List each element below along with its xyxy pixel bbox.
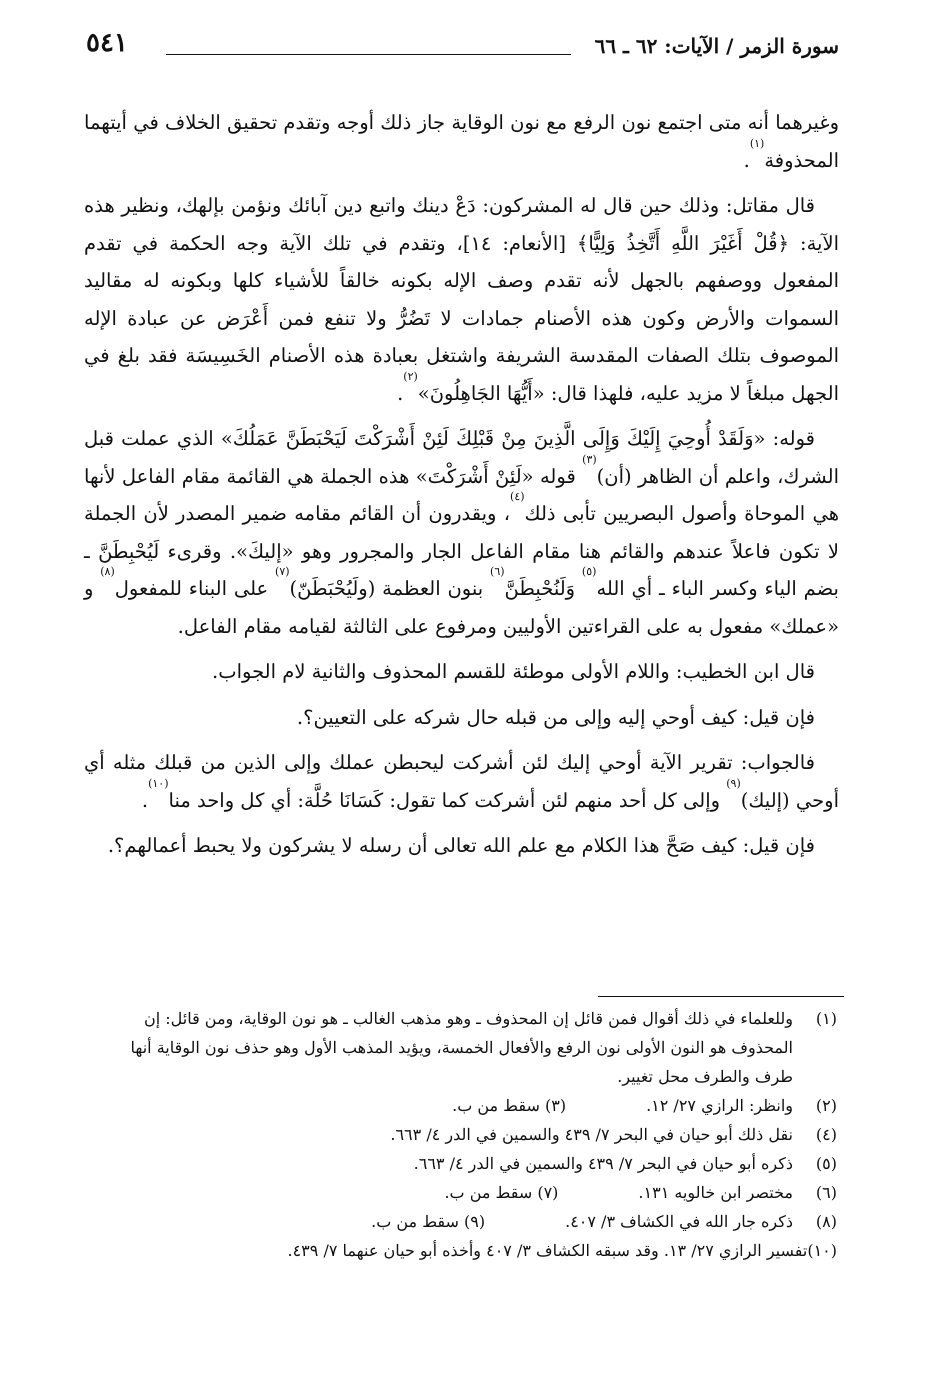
footnote-number: (٥) (815, 1154, 837, 1173)
paragraph-text: فالجواب: تقرير الآية أوحي إليك لئن أشركت ليحبطن عملك وإلى الذين من قبلك مثله أي أوحي (إليك) (84, 751, 839, 812)
paragraph-text: . (743, 148, 750, 172)
footnote-ref: (١٠) (148, 776, 169, 790)
footnote-number: (٣) (544, 1096, 567, 1115)
footnote (120, 1178, 837, 1207)
footnote-ref: (٣) (582, 452, 597, 466)
footnote (120, 1120, 837, 1149)
paragraph-text: ، ويقدرون أن القائم مقامه ضمير المصدر لأن الجملة لا تكون فاعلاً عندهم والقائم هنا مقام الفاعل الجار والمجرور وهو «إليكَ». وقرىء لَيُحْبِطَنَّ ـ بضم الياء وكسر الباء ـ أي الله (84, 502, 839, 600)
footnote-ref: (٦) (490, 565, 505, 578)
paragraph-text: . (141, 788, 149, 812)
footnote-text: تفسير الرازي ٢٧/ ١٣. وقد سبقه الكشاف ٣/ ٤٠٧ وأخذه أبو حيان عنهما ٧/ ٤٣٩. (287, 1241, 808, 1260)
paragraph-text: بنون العظمة (ولَيُحْبَطَنّ) (289, 577, 491, 600)
paragraph (84, 420, 839, 645)
footnote-number: (٦) (815, 1183, 837, 1202)
footnote-text: سقط من ب. (444, 1183, 533, 1202)
footnote-text: سقط من ب. (452, 1096, 540, 1115)
paragraph (84, 104, 839, 179)
paragraph-text: قال مقاتل: وذلك حين قال له المشركون: دَعْ دينك واتبع دين آبائك ونؤمن بإلهك، ونظير هذه الآية: ﴿قُلْ أَغَيْرَ اللَّهِ أَتَّخِذُ وَلِيًّا﴾ [الأنعام: ١٤]، وتقدم في تلك الآية وجه الحكمة في تقدم المفعول ووصفهم بالجهل لأنه تقدم وصف الإله بكونه خالقاً للأشياء كلها وبكونه له مقاليد السموات والأرض وكون هذه الأصنام جمادات لا تَضُرُّ ولا تنفع فمن أَعْرَض عن عبادة الإله الموصوف بتلك الصفات المقدسة الشريفة واشتغل بعبادة هذه الأصنام الخَسِيسَة فقد بلغ في الجهل مبلغاً لا مزيد عليه، فلهذا قال: «أَيُّهَا الجَاهِلُونَ» (84, 194, 839, 405)
header-rule (166, 54, 571, 55)
paragraph-text: . (397, 381, 404, 405)
footnote-text: وانظر: الرازي ٢٧/ ١٢. (646, 1096, 793, 1115)
paragraph-text: قوله «لَئِنْ أَشْرَكْتَ» هذه الجملة هي القائمة مقام الفاعل لأنها هي الموحاة وأصول البصريين تأبى ذلك (84, 464, 839, 525)
paragraph-text: على البناء للمفعول (114, 577, 276, 600)
footnote-number: (٨) (815, 1212, 837, 1231)
footnote-separator (598, 996, 844, 997)
footnote-number: (٢) (815, 1096, 837, 1115)
paragraph-text: وإلى كل أحد منهم لئن أشركت كما تقول: كَسَانَا حُلَّة: أي كل واحد منا (168, 788, 727, 812)
footnote (120, 1004, 837, 1091)
footnote-number: (٤) (815, 1125, 837, 1144)
paragraph-text: وغيرهما أنه متى اجتمع نون الرفع مع نون الوقاية جاز ذلك أوجه وتقدم تحقيق الخلاف في أيتهما المحذوفة (84, 111, 839, 172)
footnote-number: (١) (815, 1009, 837, 1028)
footnote-number: (١٠) (807, 1241, 837, 1260)
footnote-ref: (٢) (403, 369, 418, 383)
footnote (120, 1091, 837, 1120)
paragraph (84, 744, 839, 819)
footnote-text: وللعلماء في ذلك أقوال فمن قائل إن المحذوف ـ وهو مذهب الغالب ـ هو نون الوقاية، ومن قائل: إن المحذوف هو النون الأولى نون الرفع والأفعال الخمسة، ويؤيد المذهب الأول وهو حذف نون الوقاية أنها طرف والطرف محل تغيير. (130, 1009, 793, 1086)
paragraph-text: وَلَنُحْبِطَنَّ (504, 577, 582, 600)
paragraph (84, 187, 839, 412)
footnote (120, 1207, 837, 1236)
paragraph (84, 827, 839, 865)
footnote-ref: (٩) (726, 776, 741, 790)
footnote (120, 1236, 837, 1265)
footnote-ref: (٤) (510, 490, 525, 503)
main-text (84, 104, 839, 873)
footnote-ref: (٥) (581, 565, 597, 578)
paragraph-text: و «عملك» مفعول به على القراءتين الأوليين ومرفوع على الثالثة لقيامه مقام الفاعل. (84, 577, 839, 638)
page-number: ٥٤١ (86, 28, 128, 58)
paragraph-text: قوله: «وَلَقَدْ أُوحِيَ إِلَيْكَ وَإِلَى الَّذِينَ مِنْ قَبْلِكَ لَئِنْ أَشْرَكْتَ لَيَحْبَطَنَّ عَمَلُكَ» الذي عملت قبل الشرك، واعلم أن الظاهر (أن) (84, 427, 839, 488)
footnote-text: نقل ذلك أبو حيان في البحر ٧/ ٤٣٩ والسمين في الدر ٤/ ٦٦٣. (390, 1125, 793, 1144)
page-header (86, 26, 839, 66)
footnote-text: ذكره أبو حيان في البحر ٧/ ٤٣٩ والسمين في الدر ٤/ ٦٦٣. (413, 1154, 793, 1173)
footnote-number: (٧) (537, 1183, 559, 1202)
footnote-ref: (٧) (275, 565, 290, 578)
footnote-ref: (٨) (100, 565, 115, 578)
footnote-ref: (١) (749, 136, 765, 150)
footnote-number: (٩) (464, 1212, 486, 1231)
footnote (120, 1149, 837, 1178)
footnote-text: ذكره جار الله في الكشاف ٣/ ٤٠٧. (565, 1212, 793, 1231)
footnote-text: سقط من ب. (371, 1212, 459, 1231)
paragraph-text: قال ابن الخطيب: واللام الأولى موطئة للقسم المحذوف والثانية لام الجواب. (212, 660, 815, 683)
footnotes (120, 1004, 837, 1265)
footnote-text: مختصر ابن خالويه ١٣١. (638, 1183, 793, 1202)
running-title: سورة الزمر / الآيات: ٦٢ ـ ٦٦ (594, 34, 839, 58)
paragraph (84, 653, 839, 691)
paragraph-text: فإن قيل: كيف أوحي إليه وإلى من قبله حال شركه على التعيين؟. (296, 705, 815, 729)
paragraph-text: فإن قيل: كيف صَحَّ هذا الكلام مع علم الله تعالى أن رسله لا يشركون ولا يحبط أعمالهم؟. (107, 834, 815, 857)
paragraph (84, 699, 839, 737)
